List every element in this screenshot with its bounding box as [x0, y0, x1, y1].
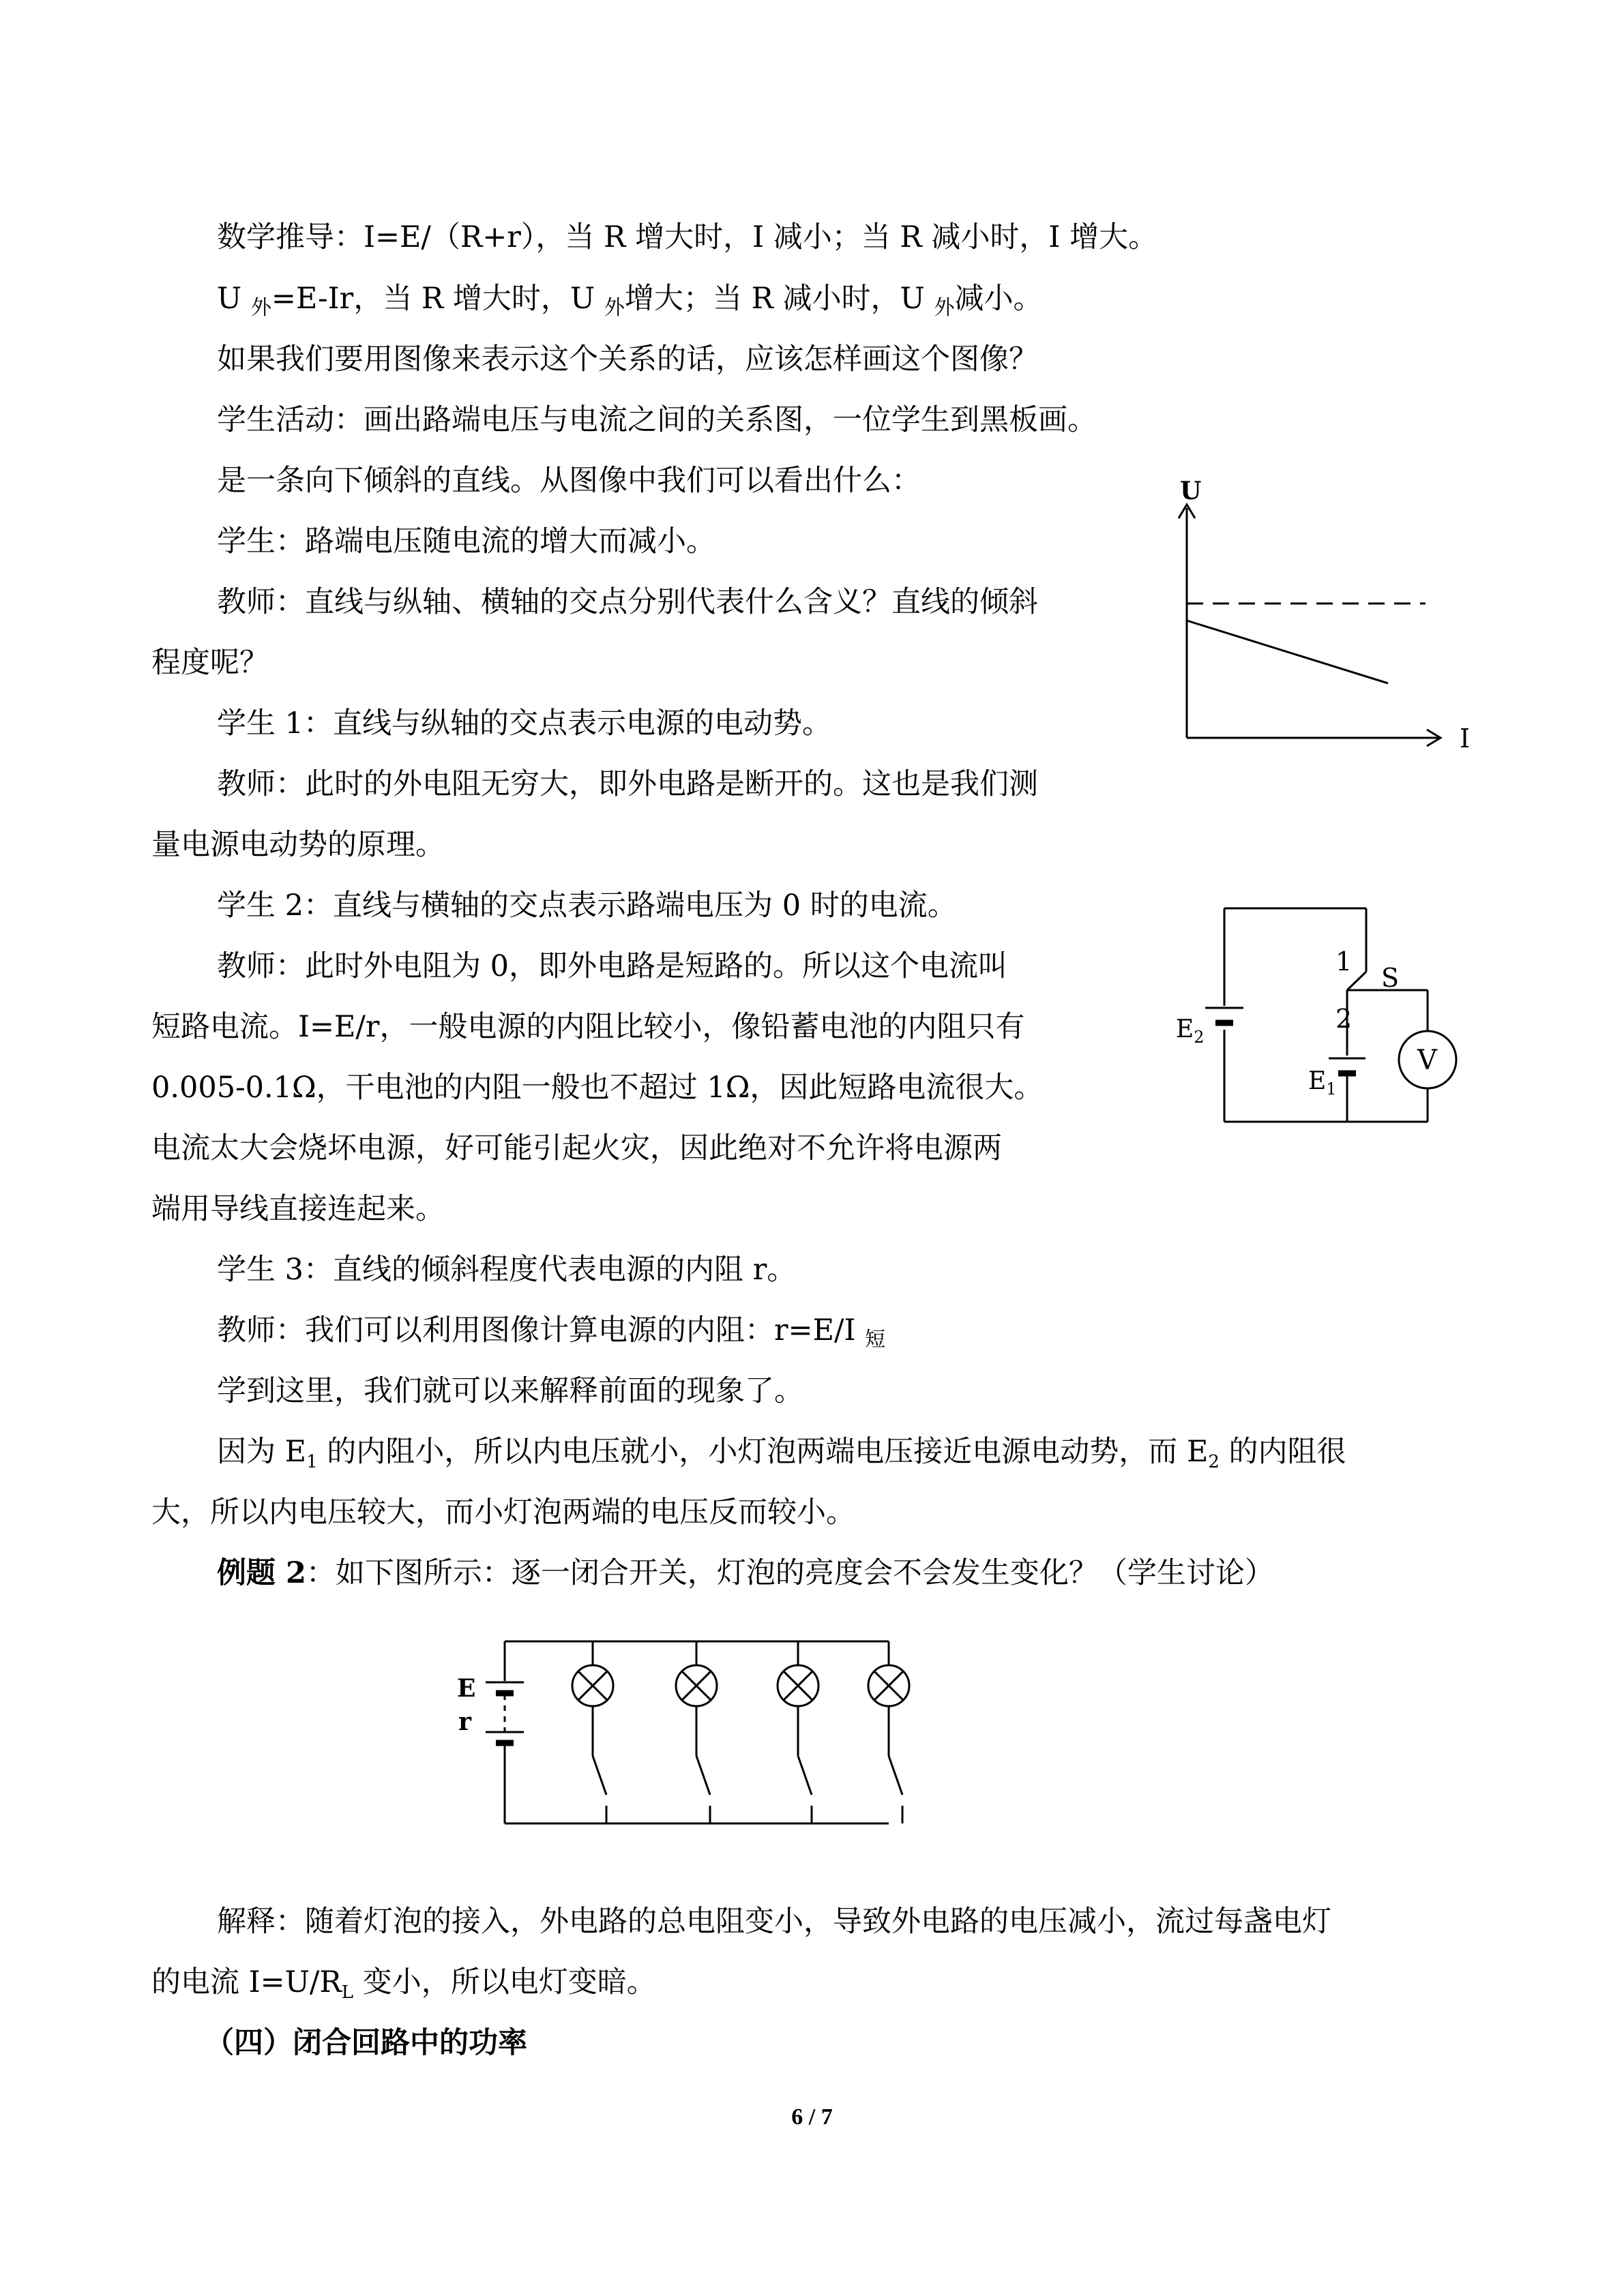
- text-line: 学生：路端电压随电流的增大而减小。: [217, 524, 715, 558]
- switch-2: [696, 1756, 710, 1795]
- battery-r-label: r: [458, 1708, 471, 1736]
- battery-e: [486, 1682, 524, 1743]
- x-axis-arrow: [1427, 730, 1441, 746]
- graph-y-label: U: [1180, 477, 1202, 505]
- text-line: 数学推导：I=E/（R+r），当 R 增大时，I 减小；当 R 减小时，I 增大。: [217, 220, 1158, 254]
- text-line: 的电流 $I=U/R_L$ 变小，所以电灯变暗。: [151, 1965, 656, 2003]
- battery-e2: [1205, 1008, 1243, 1023]
- lamp-cross: [578, 1671, 607, 1700]
- lamp-3: [778, 1665, 818, 1706]
- text-line: 电流太大会烧坏电源，好可能引起火灾，因此绝对不允许将电源两: [151, 1131, 1002, 1165]
- switch-blade: [1347, 972, 1366, 990]
- text-line: 程度呢？: [151, 646, 269, 680]
- text-line: 端用导线直接连起来。: [151, 1192, 445, 1226]
- terminal-1-label: 1: [1335, 946, 1353, 976]
- text-line: 教师：此时外电阻为 0，即外电路是短路的。所以这个电流叫: [217, 949, 1008, 983]
- text-line: 是一条向下倾斜的直线。从图像中我们可以看出什么：: [217, 464, 921, 498]
- terminal-2-label: 2: [1335, 1004, 1353, 1034]
- text-line: 学生 2：直线与横轴的交点表示路端电压为 0 时的电流。: [217, 889, 957, 923]
- u-i-line: [1187, 621, 1388, 683]
- voltmeter-label: V: [1417, 1045, 1437, 1076]
- lamp-cross: [874, 1671, 903, 1700]
- switch-4: [889, 1756, 902, 1795]
- switch-3: [798, 1756, 812, 1795]
- e1-label: $E_1$: [1308, 1067, 1337, 1099]
- text-line: 解释：随着灯泡的接入，外电路的总电阻变小，导致外电路的电压减小，流过每盏电灯: [217, 1905, 1331, 1939]
- text-line: 学生 1：直线与纵轴的交点表示电源的电动势。: [217, 706, 832, 741]
- text-line: 例题 2：如下图所示：逐一闭合开关，灯泡的亮度会不会发生变化？（学生讨论）: [217, 1556, 1274, 1590]
- graph-x-label: I: [1460, 724, 1471, 754]
- lamp-2: [676, 1665, 717, 1706]
- text-line: 0.005-0.1Ω，干电池的内阻一般也不超过 1Ω，因此短路电流很大。: [151, 1071, 1044, 1105]
- text-line: 量电源电动势的原理。: [151, 828, 445, 862]
- switch-label: S: [1381, 963, 1400, 993]
- lamp-cross: [784, 1671, 812, 1700]
- example-label: 例题 2: [217, 1556, 306, 1590]
- text-line: 学生 3：直线的倾斜程度代表电源的内阻 r。: [217, 1253, 797, 1287]
- e2-label: $E_2$: [1176, 1015, 1205, 1047]
- text-line: 学到这里，我们就可以来解释前面的现象了。: [217, 1374, 803, 1408]
- section-heading: （四）闭合回路中的功率: [205, 2026, 527, 2060]
- lamp-cross: [682, 1671, 711, 1700]
- y-axis-arrow: [1179, 505, 1195, 518]
- lamp-1: [572, 1665, 613, 1706]
- lamp-cross: [784, 1671, 812, 1700]
- text-line: 教师：直线与纵轴、横轴的交点分别代表什么含义？直线的倾斜: [217, 585, 1038, 619]
- text-line: 如果我们要用图像来表示这个关系的话，应该怎样画这个图像？: [217, 342, 1038, 376]
- page-number: 6 / 7: [791, 2104, 833, 2130]
- battery-e1: [1329, 1058, 1365, 1073]
- text-line: 因为 $E_1$ 的内阻小，所以内电压就小，小灯泡两端电压接近电源电动势，而 $E_2$ 的内阻很: [217, 1435, 1346, 1472]
- switch-1: [593, 1756, 606, 1795]
- lamp-4: [868, 1665, 909, 1706]
- lamp-cross: [578, 1671, 607, 1700]
- voltmeter: [1399, 1031, 1456, 1088]
- text-line: 学生活动：画出路端电压与电流之间的关系图，一位学生到黑板画。: [217, 403, 1097, 437]
- text-line: 短路电流。I=E/r，一般电源的内阻比较小，像铅蓄电池的内阻只有: [151, 1010, 1025, 1044]
- text-line: 教师：此时的外电阻无穷大，即外电路是断开的。这也是我们测: [217, 767, 1038, 801]
- text-line: U $_外$=E-Ir，当 R 增大时，U $_外$增大；当 R 减小时，U $_外$减小。: [217, 282, 1043, 320]
- lamp-cross: [682, 1671, 711, 1700]
- text-line: 教师：我们可以利用图像计算电源的内阻：r=E/I $_短$: [217, 1313, 886, 1352]
- battery-e-label: E: [457, 1674, 476, 1703]
- text-line: 大，所以内电压较大，而小灯泡两端的电压反而较小。: [151, 1495, 855, 1530]
- lamp-cross: [874, 1671, 903, 1700]
